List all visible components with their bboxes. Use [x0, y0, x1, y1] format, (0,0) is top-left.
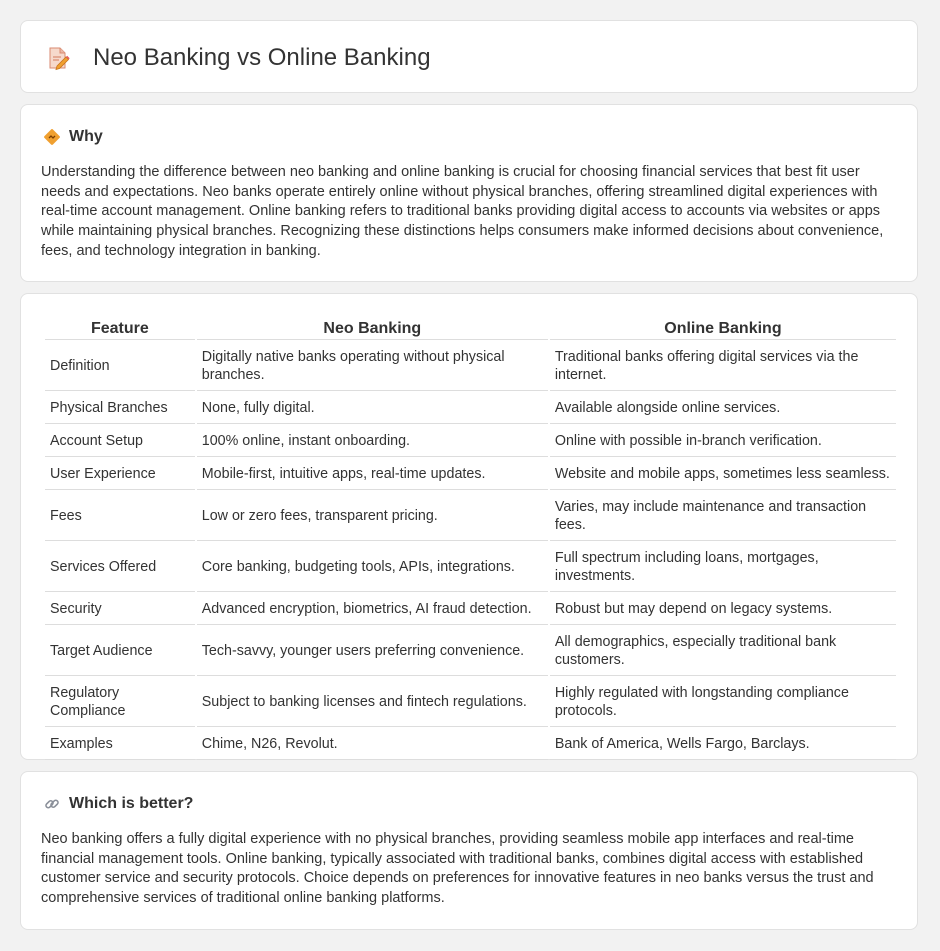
neo-cell: Digitally native banks operating without physical branches. — [197, 342, 548, 391]
neo-cell: Low or zero fees, transparent pricing. — [197, 492, 548, 541]
online-cell: Traditional banks offering digital services via the internet. — [550, 342, 896, 391]
edit-document-icon — [45, 45, 71, 71]
online-cell: Varies, may include maintenance and transaction fees. — [550, 492, 896, 541]
neo-cell: Chime, N26, Revolut. — [197, 729, 548, 760]
why-heading-text: Why — [69, 128, 103, 145]
feature-cell: Fees — [45, 492, 195, 541]
feature-cell: Services Offered — [45, 543, 195, 592]
table-row — [45, 627, 896, 676]
header-feature: Feature — [45, 318, 195, 340]
feature-cell: Definition — [45, 342, 195, 391]
online-cell: Bank of America, Wells Fargo, Barclays. — [550, 729, 896, 760]
feature-cell: Regulatory Compliance — [45, 678, 195, 727]
comparison-table-card — [20, 293, 918, 760]
online-cell: Online with possible in-branch verification. — [550, 426, 896, 457]
feature-cell: Physical Branches — [45, 393, 195, 424]
feature-cell: Security — [45, 594, 195, 625]
online-cell: All demographics, especially traditional bank customers. — [550, 627, 896, 676]
table-row — [45, 459, 896, 490]
table-row — [45, 492, 896, 541]
online-cell: Website and mobile apps, sometimes less seamless. — [550, 459, 896, 490]
online-cell: Robust but may depend on legacy systems. — [550, 594, 896, 625]
online-cell: Full spectrum including loans, mortgages, investments. — [550, 543, 896, 592]
online-cell: Highly regulated with longstanding compliance protocols. — [550, 678, 896, 727]
neo-cell: 100% online, instant onboarding. — [197, 426, 548, 457]
online-cell: Available alongside online services. — [550, 393, 896, 424]
table-row — [45, 393, 896, 424]
why-section — [20, 104, 918, 282]
table-row — [45, 678, 896, 727]
table-header-row — [45, 318, 896, 340]
better-text: Neo banking offers a fully digital experience with no physical branches, providing seamless mobile app interfaces and real-time financial management tools. Online banking, typically associated with traditional banks, combines digital access with established customer service and security protocols. Choice depends on preferences for innovative features in neo banks versus the trust and comprehensive services of traditional online banking platforms. — [41, 831, 874, 907]
why-heading — [43, 127, 103, 147]
page-title: Neo Banking vs Online Banking — [93, 44, 431, 71]
header-neo-banking: Neo Banking — [197, 318, 548, 340]
better-heading — [43, 794, 193, 814]
neo-cell: Mobile-first, intuitive apps, real-time updates. — [197, 459, 548, 490]
header-online-banking: Online Banking — [550, 318, 896, 340]
why-text: Understanding the difference between neo banking and online banking is crucial for choosing financial services that best fit user needs and expectations. Neo banks operate entirely online without physical branches, offering streamlined digital experiences with real-time account management. Online banking refers to traditional banks providing digital access to accounts via websites or apps while maintaining physical branches. Recognizing these distinctions helps consumers make informed decisions about convenience, fees, and technology integration in banking. — [41, 164, 884, 259]
feature-cell: Examples — [45, 729, 195, 760]
neo-cell: Core banking, budgeting tools, APIs, integrations. — [197, 543, 548, 592]
neo-cell: Tech-savvy, younger users preferring convenience. — [197, 627, 548, 676]
table-row — [45, 342, 896, 391]
link-icon — [43, 795, 61, 813]
neo-cell: Advanced encryption, biometrics, AI fraud detection. — [197, 594, 548, 625]
table-row — [45, 426, 896, 457]
feature-cell: Target Audience — [45, 627, 195, 676]
feature-cell: Account Setup — [45, 426, 195, 457]
diamond-sign-icon — [43, 128, 61, 146]
better-heading-text: Which is better? — [69, 795, 194, 812]
table-row — [45, 594, 896, 625]
neo-cell: None, fully digital. — [197, 393, 548, 424]
table-row — [45, 543, 896, 592]
which-is-better-section — [20, 771, 918, 930]
table-row — [45, 729, 896, 760]
feature-cell: User Experience — [45, 459, 195, 490]
neo-cell: Subject to banking licenses and fintech regulations. — [197, 678, 548, 727]
comparison-table — [43, 316, 898, 762]
header-card — [20, 20, 918, 93]
